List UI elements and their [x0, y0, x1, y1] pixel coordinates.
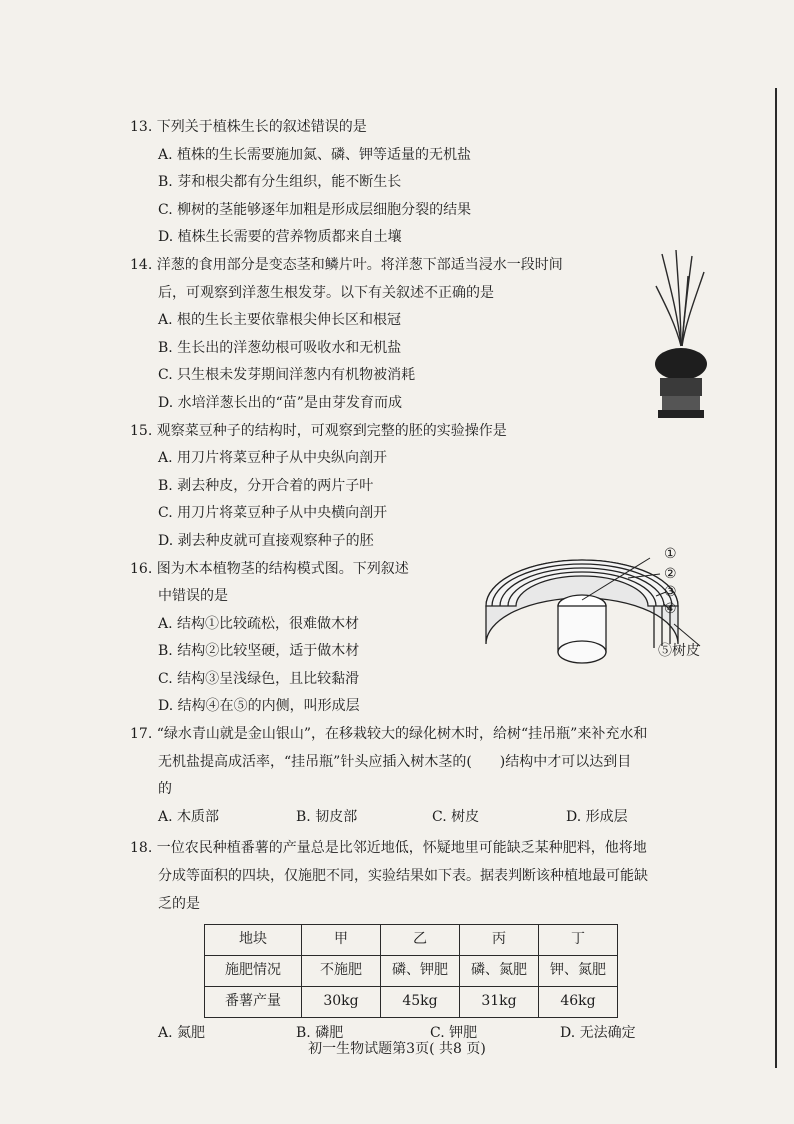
- question-14-option-d: D. 水培洋葱长出的“苗”是由芽发育而成: [158, 394, 402, 411]
- margin-rule: [775, 88, 777, 1068]
- table-cell: 30kg: [302, 987, 381, 1018]
- question-13: [130, 114, 732, 252]
- table-cell: 地块: [205, 925, 302, 956]
- figure-label-1: ①: [664, 546, 677, 562]
- question-13-option-a: A. 植株的生长需要施加氮、磷、钾等适量的无机盐: [158, 146, 472, 163]
- question-list: [130, 114, 732, 1048]
- question-14-stem: 14. 洋葱的食用部分是变态茎和鳞片叶。将洋葱下部适当浸水一段时间: [130, 256, 563, 273]
- table-cell: 甲: [302, 925, 381, 956]
- question-14: [130, 252, 732, 418]
- question-18-option-a: A. 氮肥: [158, 1025, 206, 1042]
- question-16-stem-cont: 中错误的是: [158, 588, 228, 605]
- question-15-option-d: D. 剥去种皮就可直接观察种子的胚: [158, 532, 374, 549]
- question-17-option-c: C. 树皮: [432, 808, 480, 825]
- question-16-option-d: D. 结构④在⑤的内侧，叫形成层: [158, 698, 360, 715]
- question-17: [130, 721, 732, 831]
- question-17-option-b: B. 韧皮部: [296, 808, 358, 825]
- table-cell: 不施肥: [302, 956, 381, 987]
- question-18-option-b: B. 磷肥: [296, 1025, 344, 1042]
- question-16-option-a: A. 结构①比较疏松，很难做木材: [158, 615, 360, 632]
- table-cell: 番薯产量: [205, 987, 302, 1018]
- table-row: [205, 956, 618, 987]
- question-18-stem-end: 乏的是: [158, 895, 200, 912]
- question-14-option-b: B. 生长出的洋葱幼根可吸收水和无机盐: [158, 339, 402, 356]
- figure-label-4: ④: [664, 601, 677, 617]
- table-cell: 丁: [539, 925, 618, 956]
- question-17-stem-cont: 无机盐提高成活率，“挂吊瓶”针头应插入树木茎的( )结构中才可以达到目: [158, 753, 632, 770]
- question-14-option-a: A. 根的生长主要依靠根尖伸长区和根冠: [158, 312, 402, 329]
- question-15-option-a: A. 用刀片将菜豆种子从中央纵向剖开: [158, 450, 388, 467]
- question-18-option-d: D. 无法确定: [560, 1025, 636, 1042]
- question-15: [130, 418, 732, 556]
- question-15-option-c: C. 用刀片将菜豆种子从中央横向剖开: [158, 505, 388, 522]
- figure-label-3: ③: [664, 584, 677, 600]
- question-17-stem: 17. “绿水青山就是金山银山”，在移栽较大的绿化树木时，给树“挂吊瓶”来补充水和: [130, 726, 648, 743]
- question-15-stem: 15. 观察菜豆种子的结构时，可观察到完整的胚的实验操作是: [130, 422, 507, 439]
- question-17-option-a: A. 木质部: [158, 808, 220, 825]
- fertilizer-table: [204, 924, 618, 1018]
- table-row: [205, 987, 618, 1018]
- question-17-options: [142, 804, 732, 832]
- page-footer: 初一生物试题第3页( 共8 页): [308, 1041, 486, 1057]
- question-15-option-b: B. 剥去种皮，分开合着的两片子叶: [158, 477, 374, 494]
- table-cell: 46kg: [539, 987, 618, 1018]
- question-16-option-b: B. 结构②比较坚硬，适于做木材: [158, 643, 360, 660]
- table-cell: 施肥情况: [205, 956, 302, 987]
- figure-label-2: ②: [664, 566, 677, 582]
- question-14-stem-cont: 后，可观察到洋葱生根发芽。以下有关叙述不正确的是: [158, 284, 494, 301]
- question-16-option-c: C. 结构③呈浅绿色，且比较黏滑: [158, 670, 360, 687]
- question-13-option-c: C. 柳树的茎能够逐年加粗是形成层细胞分裂的结果: [158, 201, 472, 218]
- table-cell: 钾、氮肥: [539, 956, 618, 987]
- question-18: [130, 835, 732, 1047]
- question-16: [130, 556, 732, 722]
- question-13-option-b: B. 芽和根尖都有分生组织，能不断生长: [158, 174, 402, 191]
- table-cell: 45kg: [381, 987, 460, 1018]
- question-18-option-c: C. 钾肥: [430, 1025, 478, 1042]
- table-header-row: [205, 925, 618, 956]
- table-cell: 磷、氮肥: [460, 956, 539, 987]
- table-cell: 乙: [381, 925, 460, 956]
- question-17-option-d: D. 形成层: [566, 808, 628, 825]
- question-14-option-c: C. 只生根未发芽期间洋葱内有机物被消耗: [158, 367, 416, 384]
- table-cell: 31kg: [460, 987, 539, 1018]
- question-13-stem: 13. 下列关于植株生长的叙述错误的是: [130, 119, 367, 135]
- question-16-stem: 16. 图为木本植物茎的结构模式图。下列叙述: [130, 560, 409, 577]
- question-18-stem: 18. 一位农民种植番薯的产量总是比邻近地低，怀疑地里可能缺乏某种肥料，他将地: [130, 840, 647, 857]
- figure-label-5: ⑤树皮: [658, 643, 700, 659]
- table-cell: 丙: [460, 925, 539, 956]
- question-13-option-d: D. 植株生长需要的营养物质都来自土壤: [158, 229, 402, 246]
- table-cell: 磷、钾肥: [381, 956, 460, 987]
- question-18-stem-cont: 分成等面积的四块，仅施肥不同，实验结果如下表。据表判断该种植地最可能缺: [158, 868, 648, 885]
- question-17-stem-end: 的: [158, 781, 172, 798]
